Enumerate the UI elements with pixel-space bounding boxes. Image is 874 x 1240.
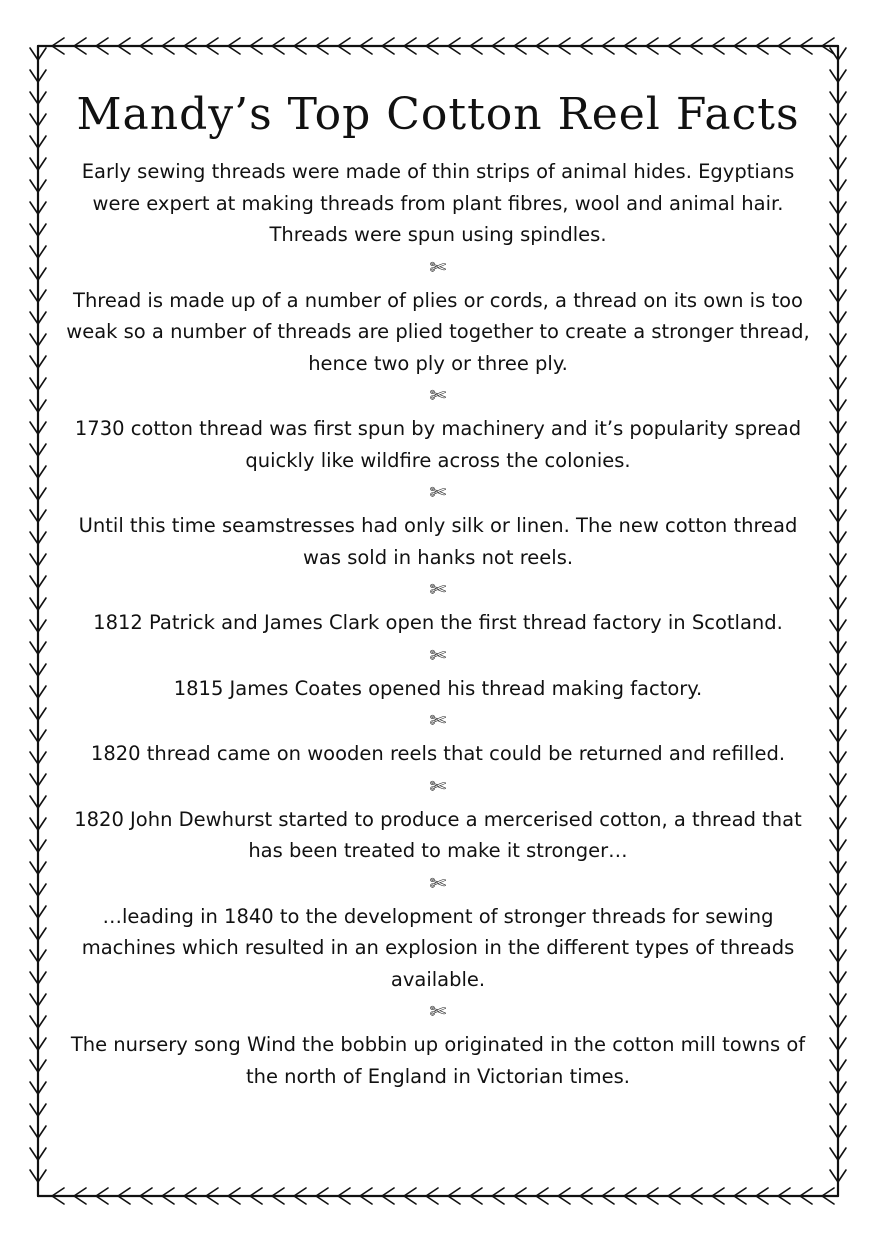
scissors-icon: ✄ (429, 773, 447, 798)
fact-1: Early sewing threads were made of thin strips of animal hides. Egyptians were expert at making threads from plant fibres, wool and animal hair. Threads were spun using spindles. (81, 160, 795, 246)
scissors-icon: ✄ (429, 383, 447, 407)
scissors-icon: ✄ (429, 642, 447, 667)
fact-9: …leading in 1840 to the development of stronger threads for sewing machines which resulted in an explosion in the different types of threads available. (81, 904, 795, 991)
page-title: Mandy’s Top Cotton Reel Facts (76, 89, 800, 140)
fact-2: Thread is made up of a number of plies or cords, a thread on its own is too weak so a number of threads are plied together to create a stronger thread, hence two ply or three ply. (66, 288, 810, 375)
fact-10: The nursery song Wind the bobbin up originated in the cotton mill towns of the north of England in Victorian times. (70, 1033, 806, 1088)
fact-sheet (58, 82, 818, 1092)
scissors-icon: ✄ (429, 480, 447, 504)
fact-7: 1820 thread came on wooden reels that could be returned and refilled. (90, 742, 786, 765)
fact-8: 1820 John Dewhurst started to produce a mercerised cotton, a thread that has been treated to make it stronger… (74, 807, 802, 862)
scissors-icon: ✄ (429, 999, 447, 1023)
fact-5: 1812 Patrick and James Clark open the first thread factory in Scotland. (93, 611, 783, 634)
scissors-icon: ✄ (429, 870, 447, 895)
fact-3: 1730 cotton thread was first spun by machinery and it’s popularity spread quickly like wildfire across the colonies. (74, 417, 802, 472)
fact-6: 1815 James Coates opened his thread making factory. (173, 676, 703, 700)
fact-4: Until this time seamstresses had only silk or linen. The new cotton thread was sold in hanks not reels. (78, 514, 798, 569)
scissors-icon: ✄ (429, 577, 447, 601)
scissors-icon: ✄ (429, 254, 447, 279)
scissors-icon: ✄ (429, 708, 447, 732)
